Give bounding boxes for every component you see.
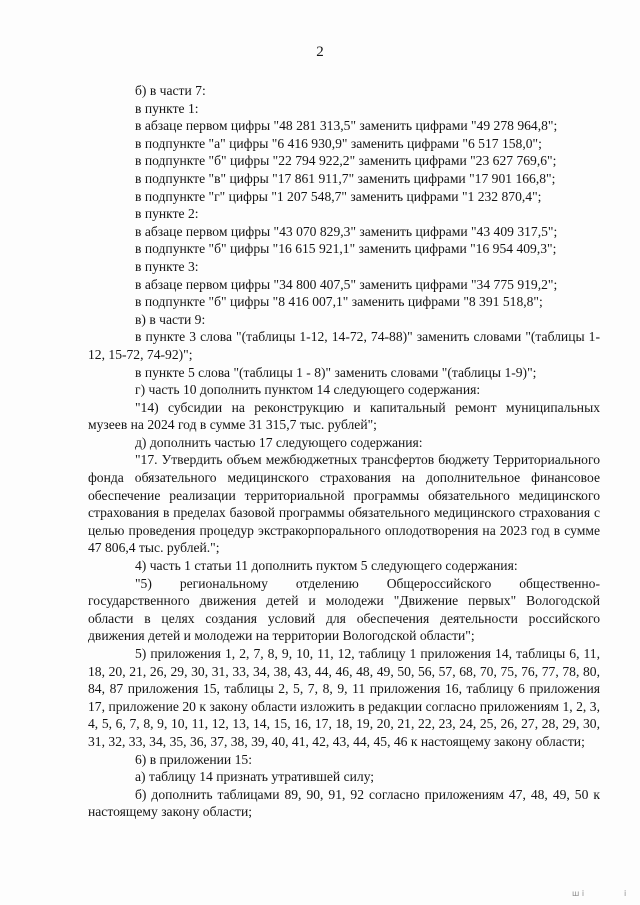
paragraph: в подпункте "б" цифры "22 794 922,2" заменить цифрами "23 627 769,6"; <box>135 153 557 169</box>
paragraph: г) часть 10 дополнить пунктом 14 следующего содержания: <box>135 382 481 398</box>
scan-mark: і <box>624 889 627 898</box>
paragraph: в подпункте "б" цифры "8 416 007,1" заменить цифрами "8 391 518,8"; <box>135 294 543 310</box>
paragraph: а) таблицу 14 признать утратившей силу; <box>135 769 375 785</box>
paragraph: в пункте 3: <box>135 258 199 274</box>
paragraph: в абзаце первом цифры "48 281 313,5" заменить цифрами "49 278 964,8"; <box>135 118 558 134</box>
paragraph: в пункте 5 слова "(таблицы 1 - 8)" заменить словами "(таблицы 1-9)"; <box>135 364 537 380</box>
paragraph: в подпункте "а" цифры "6 416 930,9" заменить цифрами "6 517 158,0"; <box>135 135 542 151</box>
paragraph: б) в части 7: <box>135 83 206 98</box>
paragraph: в подпункте "б" цифры "16 615 921,1" заменить цифрами "16 954 409,3"; <box>135 241 557 257</box>
paragraph: в абзаце первом цифры "43 070 829,3" заменить цифрами "43 409 317,5"; <box>135 223 558 239</box>
paragraph: в абзаце первом цифры "34 800 407,5" заменить цифрами "34 775 919,2"; <box>135 276 558 292</box>
paragraph: "5) региональному отделению Общероссийского общественно-государственного движения детей и молодежи "Движение первых" Вологодской области в целях создания условий для обеспечения деятельности российского движения детей и молодежи на территории Вологодской области"; <box>88 575 600 644</box>
paragraph: 4) часть 1 статьи 11 дополнить пуктом 5 следующего содержания: <box>135 558 518 574</box>
paragraph: 5) приложения 1, 2, 7, 8, 9, 10, 11, 12, таблицу 1 приложения 14, таблицы 6, 11, 18, 20, 21, 26, 29, 30, 31, 33, 34, 38, 43, 44, 46, 48, 49, 50, 56, 57, 68, 70, 75, 76, 77, 78, 80, 84, 87 приложения 15, таблицы 2, 5, 7, 8, 9, 11 приложения 16, таблицу 6 приложения 17, приложение 20 к закону области изложить в редакции согласно приложениям 1, 2, 3, 4, 5, 6, 7, 8, 9, 10, 11, 12, 13, 14, 15, 16, 17, 18, 19, 20, 21, 22, 23, 24, 25, 26, 27, 28, 29, 30, 31, 32, 33, 34, 35, 36, 37, 38, 39, 40, 41, 42, 43, 44, 45, 46 к настоящему закону области; <box>88 646 600 749</box>
paragraph: в пункте 1: <box>135 100 199 116</box>
paragraph: в подпункте "г" цифры "1 207 548,7" заменить цифрами "1 232 870,4"; <box>135 188 542 204</box>
document-body <box>88 82 600 821</box>
paragraph: 6) в приложении 15: <box>135 751 252 767</box>
page-number: 2 <box>316 44 324 60</box>
paragraph: б) дополнить таблицами 89, 90, 91, 92 согласно приложениям 47, 48, 49, 50 к настоящему закону области; <box>88 786 600 820</box>
paragraph: в подпункте "в" цифры "17 861 911,7" заменить цифрами "17 901 166,8"; <box>135 170 556 186</box>
paragraph: в пункте 3 слова "(таблицы 1-12, 14-72, 74-88)" заменить словами "(таблицы 1-12, 15-72, 74-92)"; <box>88 329 600 362</box>
paragraph: д) дополнить частью 17 следующего содержания: <box>135 434 423 450</box>
paragraph: "17. Утвердить объем межбюджетных трансфертов бюджету Территориального фонда обязательного медицинского страхования на дополнительное финансовое обеспечение реализации территориальной программы обязательного медицинского страхования в пределах базовой программы обязательного медицинского страхования с целью проведения процедур экстракорпорального оплодотворения на 2023 год в сумме 47 806,4 тыс. рублей."; <box>88 452 600 556</box>
paragraph: в) в части 9: <box>135 311 206 327</box>
scan-mark: ш і <box>572 889 585 898</box>
paragraph: "14) субсидии на реконструкцию и капитальный ремонт муниципальных музеев на 2024 год в сумме 31 315,7 тыс. рублей"; <box>88 399 600 433</box>
paragraph: в пункте 2: <box>135 206 199 222</box>
